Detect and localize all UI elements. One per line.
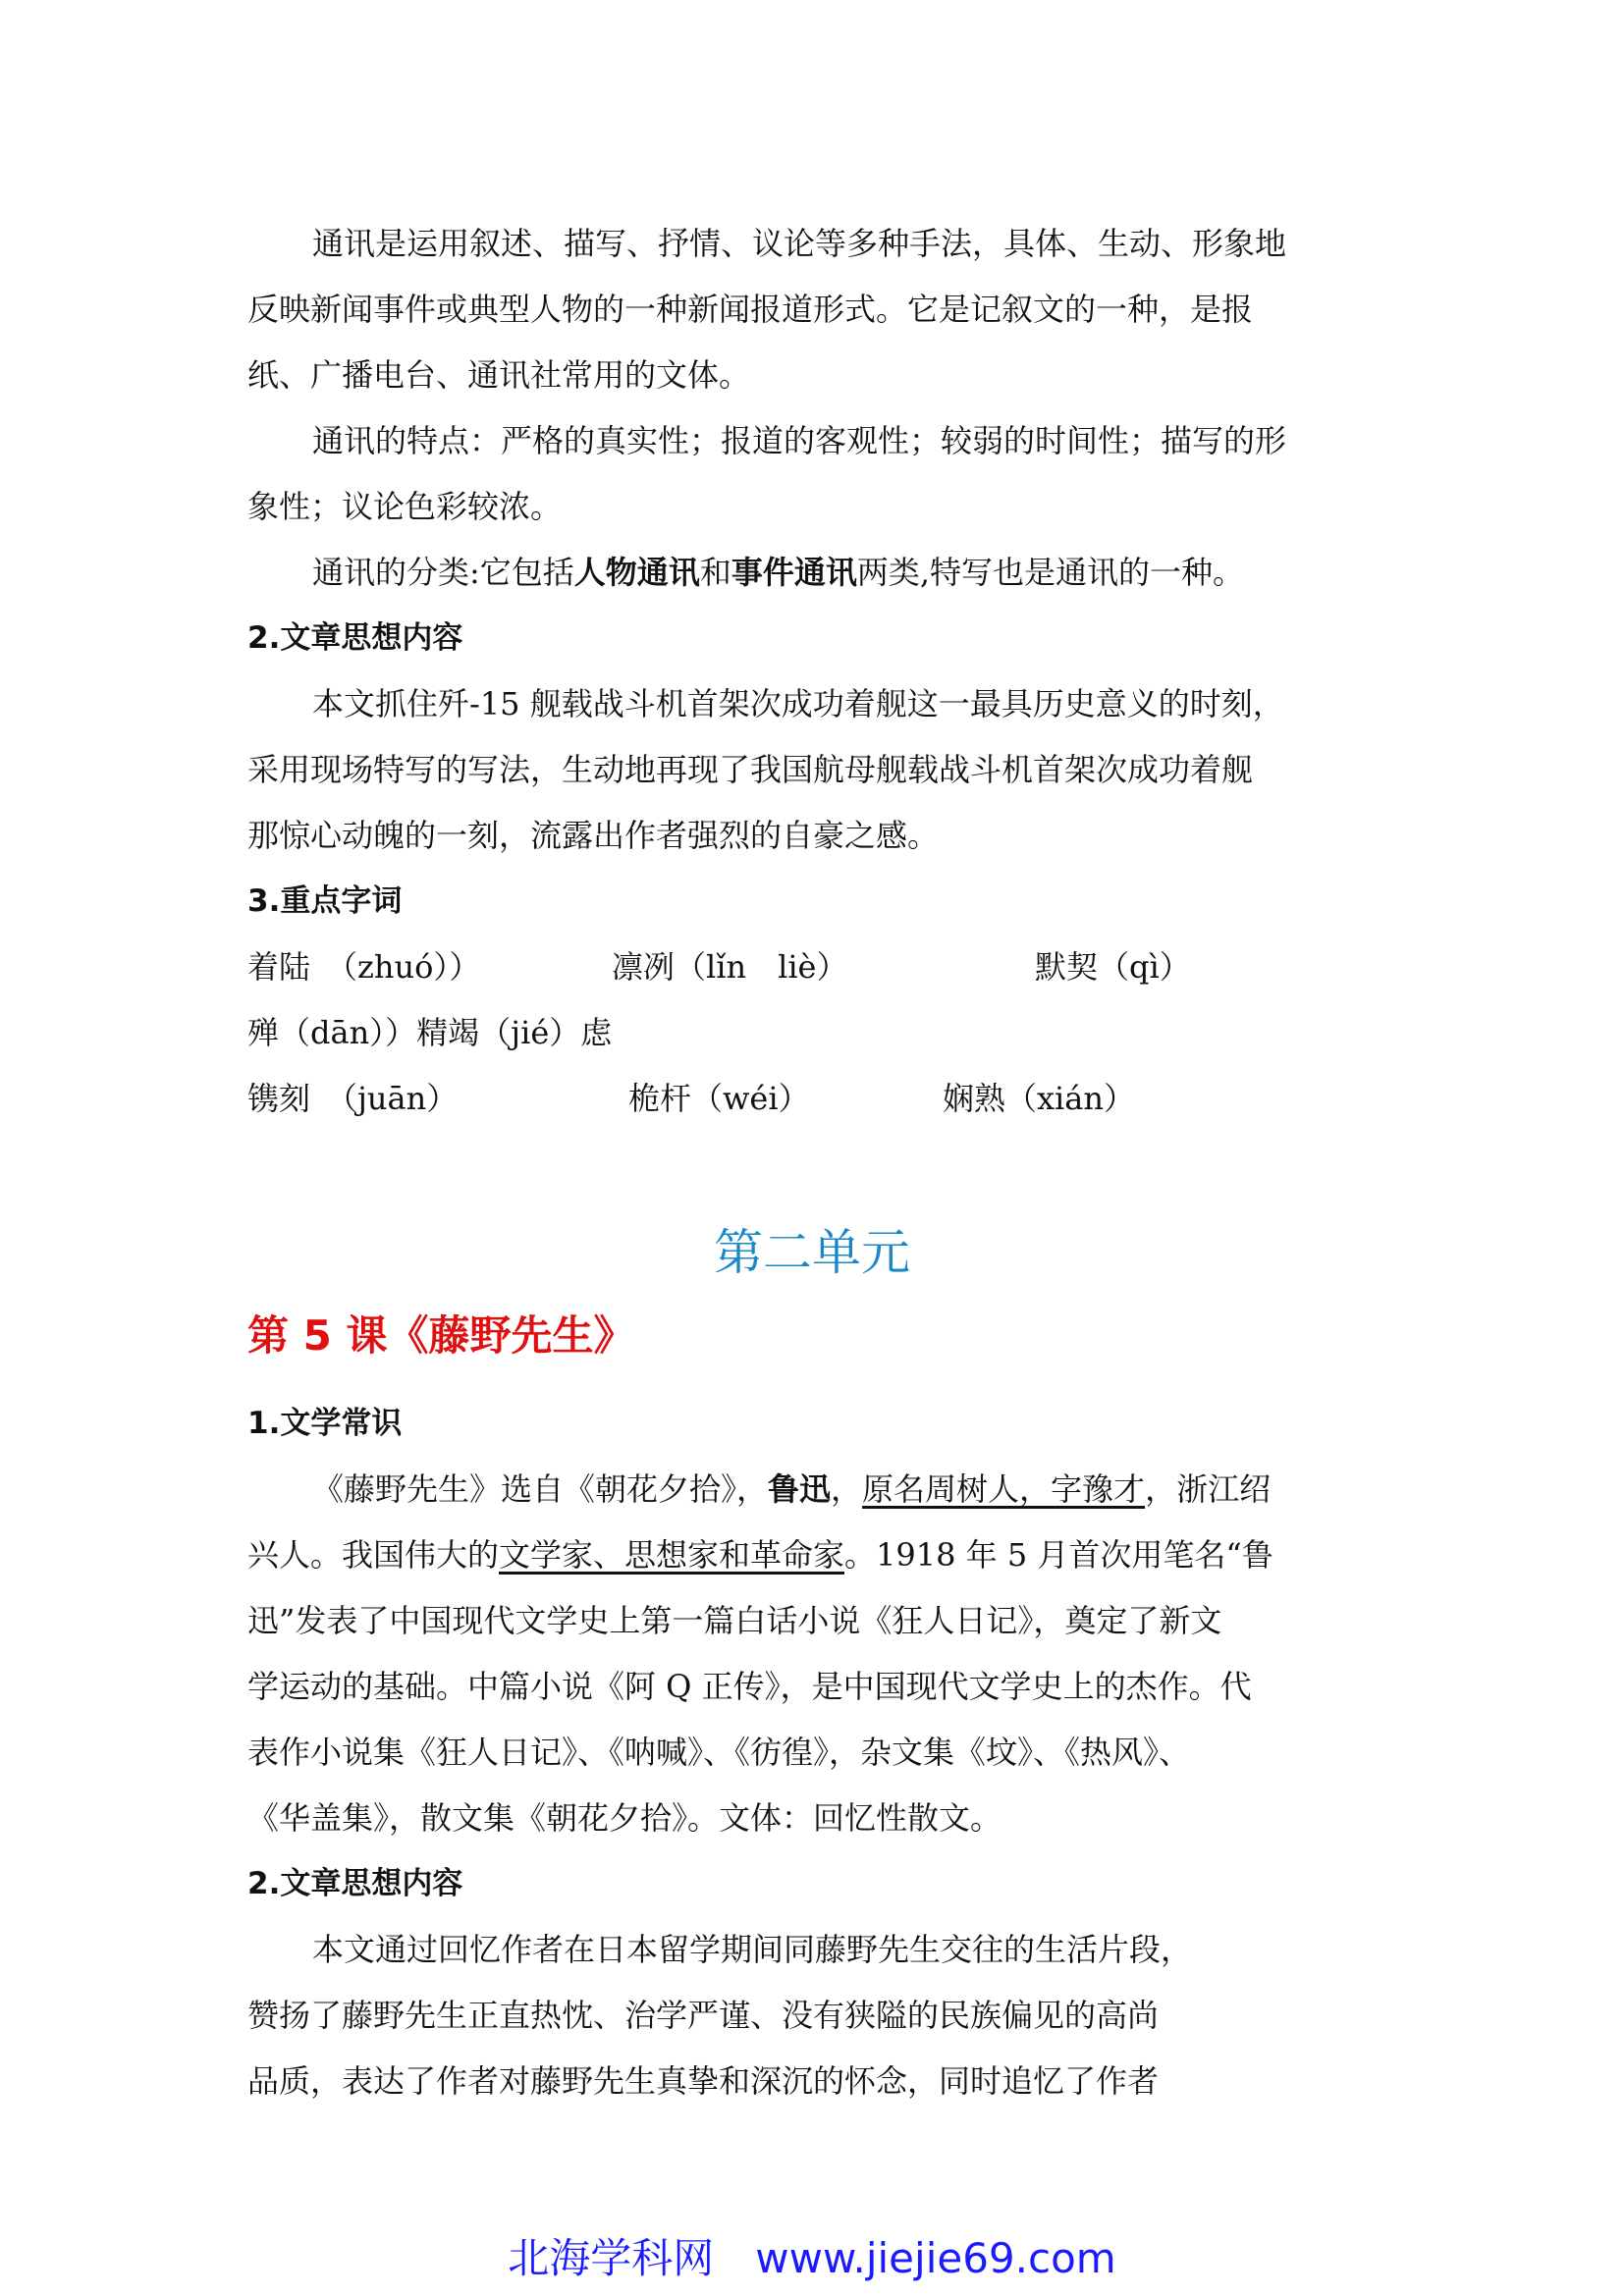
lesson5-p2 <box>247 1533 1273 1576</box>
lesson4-content-line3: 那惊心动魄的一刻，流露出作者强烈的自豪之感。 <box>247 817 940 854</box>
vocab-item: 殚（dān））精竭（jié）虑 <box>247 1014 613 1051</box>
intro-p2-line1: 通讯的特点：严格的真实性；报道的客观性；较弱的时间性；描写的形 <box>312 422 1287 459</box>
vocab-item: 娴熟（xián） <box>943 1080 1135 1117</box>
lesson5-author: 鲁迅 <box>768 1470 832 1508</box>
intro-p3-c: 和 <box>699 554 731 591</box>
lesson5-p1-c: ， <box>831 1470 863 1508</box>
vocab-item: 镌刻 （juān） <box>247 1080 459 1117</box>
intro-p3-d: 两类,特写也是通讯的一种。 <box>856 554 1245 591</box>
lesson5-p2-a: 兴人。我国伟大的 <box>247 1536 500 1574</box>
intro-p3-person: 人物通讯 <box>573 554 700 591</box>
lesson4-content-line1: 本文抓住歼-15 舰载战斗机首架次成功着舰这一最具历史意义的时刻， <box>312 685 1284 722</box>
vocab-item: 凛冽（lǐn liè） <box>612 948 848 986</box>
lesson4-heading-content: 2.文章思想内容 <box>247 620 463 656</box>
lesson5-rest-line2: 学运动的基础。中篇小说《阿 Q 正传》，是中国现代文学史上的杰作。代 <box>247 1668 1252 1705</box>
lesson5-p1-d: ，浙江绍 <box>1145 1470 1272 1508</box>
lesson5-p2-b: 。1918 年 5 月首次用笔名“鲁 <box>844 1536 1273 1574</box>
vocab-item: 默契（qì） <box>1035 948 1191 986</box>
lesson5-original-name: 原名周树人，字豫才 <box>862 1470 1146 1508</box>
intro-p3 <box>312 551 1244 594</box>
lesson5-titles: 文学家、思想家和革命家 <box>499 1536 845 1574</box>
lesson5-p1 <box>312 1468 1271 1511</box>
lesson5-rest-line3: 表作小说集《狂人日记》、《呐喊》、《彷徨》，杂文集《坟》、《热风》、 <box>247 1734 1191 1771</box>
lesson5-rest-line1: 迅”发表了中国现代文学史上第一篇白话小说《狂人日记》，奠定了新文 <box>247 1602 1222 1639</box>
lesson5-heading-content: 2.文章思想内容 <box>247 1866 463 1901</box>
intro-p3-a: 通讯的分类:它包括 <box>312 554 574 591</box>
lesson5-heading-literature: 1.文学常识 <box>247 1406 403 1441</box>
intro-p1-line2: 反映新闻事件或典型人物的一种新闻报道形式。它是记叙文的一种，是报 <box>247 291 1254 328</box>
lesson5-content-line3: 品质，表达了作者对藤野先生真挚和深沉的怀念，同时追忆了作者 <box>247 2062 1160 2100</box>
lesson5-p1-a: 《藤野先生》选自《朝花夕拾》， <box>312 1470 769 1508</box>
lesson4-heading-vocab: 3.重点字词 <box>247 883 403 919</box>
lesson5-content-line1: 本文通过回忆作者在日本留学期间同藤野先生交往的生活片段， <box>312 1931 1193 1968</box>
lesson5-rest-line4: 《华盖集》，散文集《朝花夕拾》。文体：回忆性散文。 <box>247 1799 1002 1837</box>
footer-site-link[interactable]: 北海学科网 www.jiejie69.com <box>508 2234 1116 2282</box>
intro-p1-line3: 纸、广播电台、通讯社常用的文体。 <box>247 356 751 394</box>
intro-p3-event: 事件通讯 <box>731 554 857 591</box>
unit-title: 第二单元 <box>714 1224 910 1281</box>
intro-p1-line1: 通讯是运用叙述、描写、抒情、议论等多种手法，具体、生动、形象地 <box>312 225 1287 262</box>
vocab-item: 着陆 （zhuó）） <box>247 948 481 986</box>
lesson5-title: 第 5 课《藤野先生》 <box>247 1311 635 1360</box>
lesson5-content-line2: 赞扬了藤野先生正直热忱、治学严谨、没有狭隘的民族偏见的高尚 <box>247 1997 1160 2034</box>
intro-p2-line2: 象性；议论色彩较浓。 <box>247 488 563 525</box>
lesson4-content-line2: 采用现场特写的写法，生动地再现了我国航母舰载战斗机首架次成功着舰 <box>247 751 1254 788</box>
vocab-item: 桅杆（wéi） <box>628 1080 810 1117</box>
